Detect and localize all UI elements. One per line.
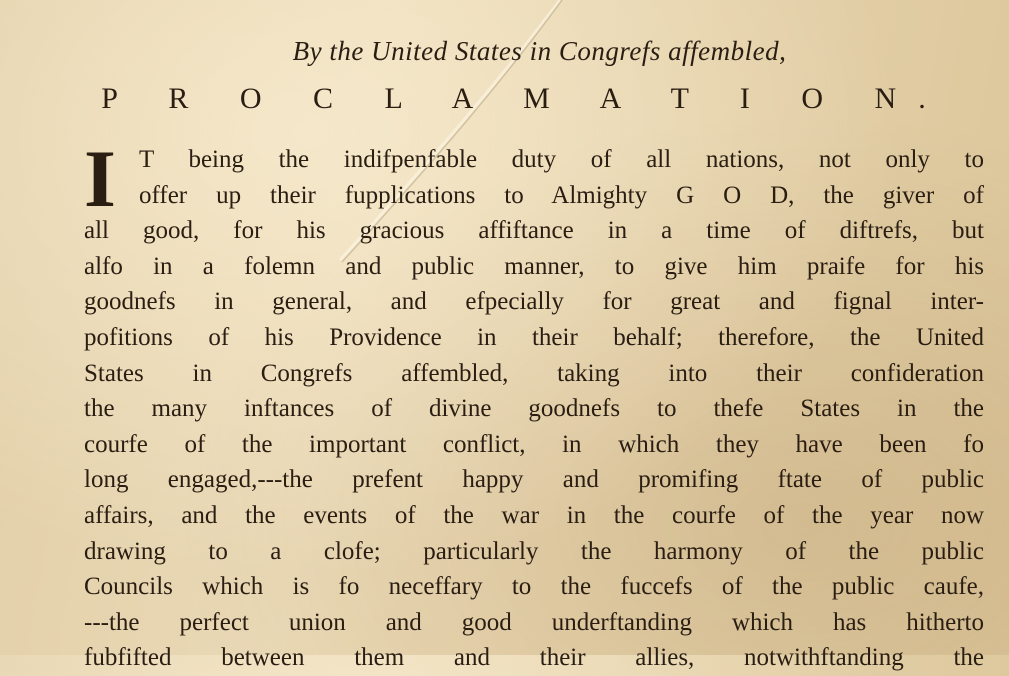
text-line: all good, for his gracious affiftance in a time of diftrefs, but xyxy=(84,217,984,245)
text-line: alfo in a folemn and public manner, to give him praife for his xyxy=(84,252,984,280)
text-line: the many inftances of divine goodnefs to thefe States in the xyxy=(84,395,984,423)
text-line: fubfifted between them and their allies, notwithftanding the xyxy=(84,644,984,672)
text-line: drawing to a clofe; particularly the harmony of the public xyxy=(84,537,984,565)
text-line: affairs, and the events of the war in the courfe of the year now xyxy=(84,501,984,529)
drop-cap: I xyxy=(84,133,116,224)
proclamation-title: P R O C L A M A T I O N. xyxy=(101,82,948,115)
text-line: goodnefs in general, and efpecially for great and fignal inter- xyxy=(84,288,984,316)
text-line: T being the indifpenfable duty of all nations, not only to xyxy=(139,146,984,173)
text-line: ---the perfect union and good underftanding which has hitherto xyxy=(84,608,984,636)
proclamation-subtitle: By the United States in Congrefs affembled, xyxy=(292,36,787,66)
text-line: long engaged,---the prefent happy and promifing ftate of public xyxy=(84,466,984,494)
text-line: courfe of the important conflict, in which they have been fo xyxy=(84,430,984,458)
proclamation-body xyxy=(84,142,984,676)
text-line: pofitions of his Providence in their behalf; therefore, the United xyxy=(84,323,984,351)
text-line: States in Congrefs affembled, taking into their confideration xyxy=(84,359,984,387)
text-line: Councils which is fo neceffary to the fuccefs of the public caufe, xyxy=(84,573,984,601)
text-line: offer up their fupplications to Almighty G O D, the giver of xyxy=(139,181,984,209)
